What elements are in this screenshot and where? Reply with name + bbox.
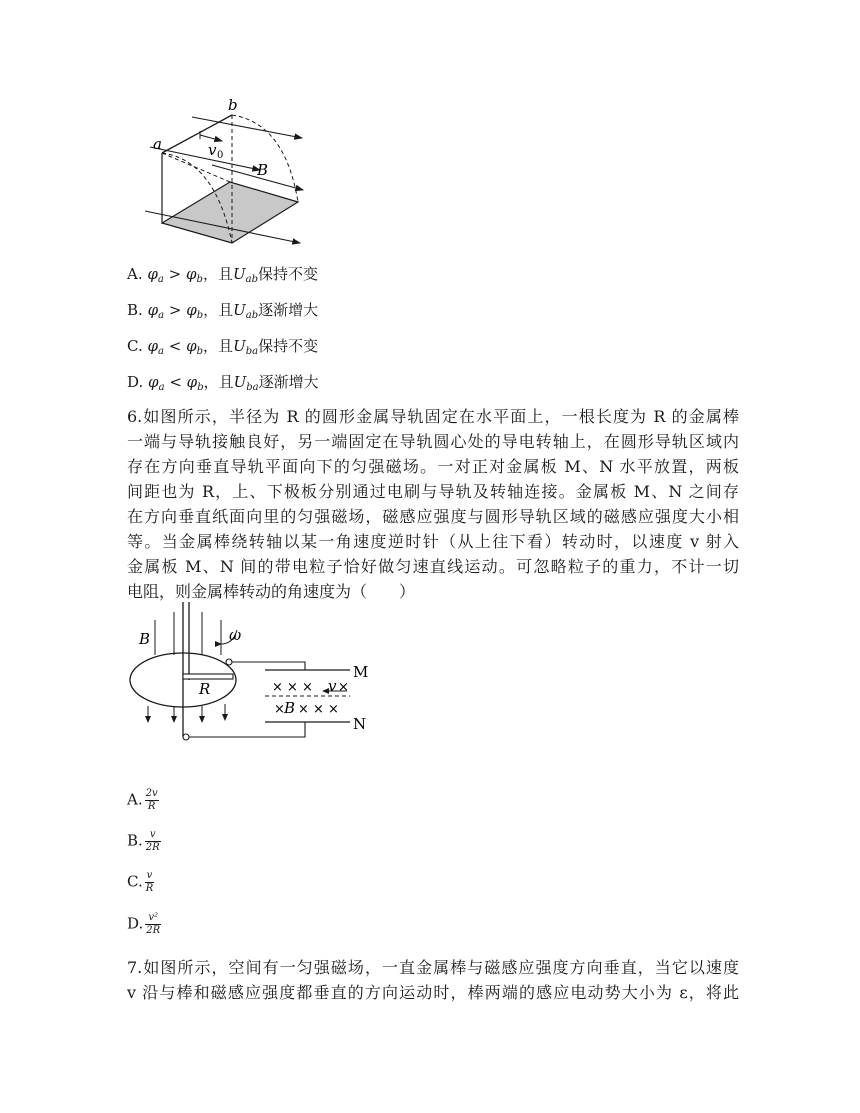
label-B-plates: B [284, 699, 296, 717]
q6-option-d[interactable]: D. $\frac{\text{v²}}{2R}$ [127, 912, 161, 936]
q6-line: 一端与导轨接触良好，另一端固定在导轨圆心处的导电转轴上，在圆形导轨区域内 [127, 432, 739, 451]
q6-option-b[interactable]: B. $\frac{v}{2R}$ [127, 829, 160, 853]
q6-line: 存在方向垂直导轨平面向下的匀强磁场。一对正对金属板 M、N 水平放置，两板 [127, 457, 739, 476]
q7-line: v 沿与棒和磁感应强度都垂直的方向运动时，棒两端的感应电动势大小为 ε，将此 [127, 983, 739, 1002]
q6-line: 间距也为 R，上、下极板分别通过电刷与导轨及转轴连接。金属板 M、N 之间存 [127, 482, 739, 501]
fraction: $\frac{\text{v²}}{2R}$ [146, 912, 161, 936]
label-a: a [153, 135, 162, 153]
label-B: B [257, 161, 269, 179]
q6-line: 在方向垂直纸面向里的匀强磁场，磁感应强度与圆形导轨区域的磁感应强度大小相 [127, 507, 739, 526]
label-R: R [199, 680, 211, 698]
q6-question-text [127, 404, 739, 604]
q5-option-d[interactable]: D. $\varphi_a < \varphi_b$，且$U_{ba}$逐渐增大 [127, 373, 319, 393]
q7-line: 7.如图所示，空间有一匀强磁场，一直金属棒与磁感应强度方向垂直，当它以速度 [127, 958, 739, 977]
q6-line: 6.如图所示，半径为 R 的圆形金属导轨固定在水平面上，一根长度为 R 的金属棒 [127, 407, 739, 426]
fraction: $\frac{v}{R}$ [145, 870, 154, 894]
label-v0-sub: 0 [217, 150, 224, 161]
q5-option-a[interactable]: A. $\varphi_a > \varphi_b$，且$U_{ab}$保持不变 [127, 265, 318, 285]
field-cross: × [338, 680, 349, 695]
fraction: $\frac{2v}{R}$ [145, 788, 158, 812]
label-M: M [353, 663, 369, 681]
label-v-particle: v [328, 677, 337, 695]
q5-option-c[interactable]: C. $\varphi_a < \varphi_b$，且$U_{ba}$保持不变 [127, 337, 319, 357]
figure-rod-in-field [120, 95, 320, 250]
q6-line: 等。当金属棒绕转轴以某一角速度逆时针（从上往下看）转动时，以速度 v 射入 [127, 532, 739, 551]
label-omega: ω [229, 626, 242, 644]
label-v0: v [208, 141, 217, 159]
label-B-ring: B [139, 630, 151, 648]
figure-rotating-rod [125, 600, 375, 755]
q6-line: 电阻，则金属棒转动的角速度为（ ） [127, 582, 416, 601]
q6-option-c[interactable]: C. $\frac{v}{R}$ [127, 870, 154, 894]
fraction: $\frac{v}{2R}$ [145, 829, 160, 853]
q6-option-a[interactable]: A. $\frac{2v}{R}$ [127, 788, 158, 812]
field-cross: × [274, 702, 285, 717]
field-crosses-row2: × × × [298, 702, 339, 717]
label-b: b [228, 96, 238, 114]
field-crosses-row1: × × × [272, 680, 313, 695]
q6-line: 金属板 M、N 间的带电粒子恰好做匀速直线运动。可忽略粒子的重力，不计一切 [127, 557, 739, 576]
q5-option-b[interactable]: B. $\varphi_a > \varphi_b$，且$U_{ab}$逐渐增大 [127, 301, 319, 321]
q7-question-text [127, 955, 739, 1005]
label-N: N [353, 715, 367, 733]
